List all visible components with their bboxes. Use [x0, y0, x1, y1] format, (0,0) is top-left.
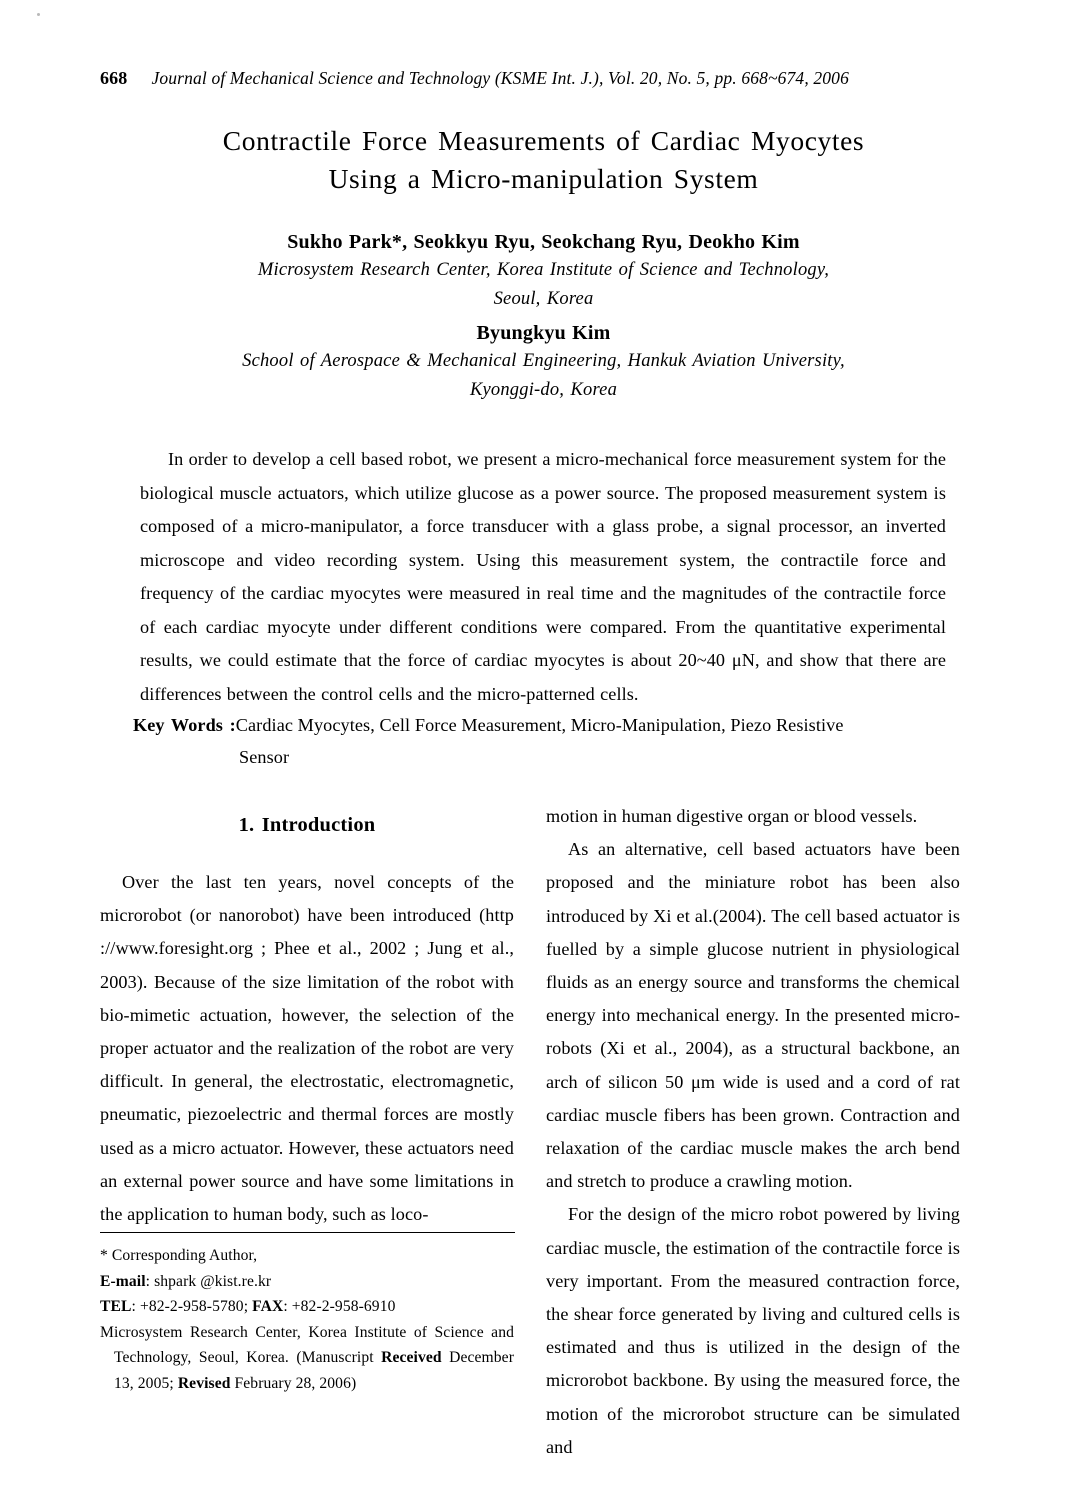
footnote-received-label: Received [381, 1349, 442, 1366]
footnote-address-part-2: December 13, 2005; [114, 1349, 514, 1392]
body-column-left [100, 800, 514, 1231]
author-block [100, 228, 987, 405]
keywords-list-line-2: Sensor [239, 747, 290, 767]
footnote-revised-label: Revised [177, 1374, 231, 1392]
paragraph-intro-1-continued: motion in human digestive organ or blood vessels. [546, 806, 918, 826]
page-number: 668 [100, 68, 128, 88]
paragraph-intro-2: As an alternative, cell based actuators have been proposed and the miniature robot has been also introduced by Xi et al.(2004). The cell based actuator is fuelled by a simple glucose nutrient in physiological fluids as an energy source and transforms the chemical energy into mechanical energy. In the presented micro-robots (Xi et al., 2004), as a structural backbone, an arch of silicon 50 μm wide is used and a cord of rat cardiac muscle fibers has been grown. Contraction and relaxation of the cardiac muscle makes the arch bend and stretch to produce a crawling motion. [546, 839, 960, 1192]
footnote-address-manuscript-line [100, 1320, 514, 1397]
keywords-block [133, 709, 948, 773]
footnote-email-value: : shpark @kist.re.kr [145, 1272, 272, 1290]
title-line-2: Using a Micro-manipulation System [328, 163, 759, 194]
affiliation-1-line-2: Seoul, Korea [493, 289, 594, 309]
affiliation-2-line-1: School of Aerospace & Mechanical Engineering, Hankuk Aviation University, [242, 351, 845, 371]
footnote-corresponding-author: * Corresponding Author, [100, 1247, 258, 1264]
footnote-fax-value: : +82-2-958-6910 [283, 1298, 396, 1315]
author-names-group-1: Sukho Park*, Seokkyu Ryu, Seokchang Ryu, Deokho Kim [287, 231, 800, 253]
footnote-address-part-1: Microsystem Research Center, Korea Institute of Science and Technology, Seoul, Korea. (Manuscript [100, 1323, 514, 1366]
journal-citation-line: Journal of Mechanical Science and Technology (KSME Int. J.), Vol. 20, No. 5, pp. 668~674, 2006 [151, 68, 849, 88]
body-column-right [546, 800, 960, 1464]
keywords-list-line-1: Cardiac Myocytes, Cell Force Measurement, Micro-Manipulation, Piezo Resistive [235, 715, 844, 735]
footnote-email-label: E-mail [100, 1272, 146, 1290]
scan-artifact-speck [37, 13, 40, 16]
footnote-tel-value: : +82-2-958-5780; [131, 1298, 249, 1315]
footnote-address-part-3: February 28, 2006) [230, 1374, 357, 1392]
affiliation-1-line-1: Microsystem Research Center, Korea Institute of Science and Technology, [257, 260, 830, 280]
footnote-rule [100, 1232, 515, 1233]
paper-title [100, 122, 987, 198]
affiliation-2-line-2: Kyonggi-do, Korea [469, 380, 618, 400]
footnote-email-line [100, 1269, 514, 1295]
footnote-tel-fax-line [100, 1294, 514, 1320]
running-head [100, 68, 987, 89]
paragraph-intro-3: For the design of the micro robot powered by living cardiac muscle, the estimation of the contractile force is very important. From the measured contraction force, the shear force generated by living and cultured cells is estimated and thus is utilized in the design of the microrobot backbone. By using the measured force, the motion of the microrobot structure can be simulated and [546, 1204, 960, 1457]
title-line-1: Contractile Force Measurements of Cardiac Myocytes [222, 125, 865, 156]
footnote-fax-label: FAX [252, 1298, 284, 1315]
footnote-tel-label: TEL [100, 1298, 132, 1315]
abstract-text: In order to develop a cell based robot, we present a micro-mechanical force measurement system for the biological muscle actuators, which utilize glucose as a power source. The proposed measurement system is composed of a micro-manipulator, a force transducer with a glass probe, a signal processor, an inverted microscope and video recording system. Using this measurement system, the contractile force and frequency of the cardiac myocytes were measured in real time and the magnitudes of the contractile force of each cardiac myocyte under different conditions were compared. From the quantitative experimental results, we could estimate that the force of cardiac myocytes is about 20~40 μN, and show that there are differences between the control cells and the micro-patterned cells. [140, 449, 946, 704]
keywords-label: Key Words : [133, 715, 236, 735]
author-names-group-2: Byungkyu Kim [476, 322, 611, 344]
footnote-block [100, 1232, 514, 1396]
section-heading-introduction: 1. Introduction [238, 814, 376, 836]
paragraph-intro-1: Over the last ten years, novel concepts of the microrobot (or nanorobot) have been introduced (http ://www.foresight.org ; Phee et al., 2002 ; Jung et al., 2003). Because of the size limitation of the robot with bio-mimetic actuation, however, the selection of the proper actuator and the realization of the robot are very difficult. In general, the electrostatic, electromagnetic, pneumatic, piezoelectric and thermal forces are mostly used as a micro actuator. However, these actuators need an external power source and have some limitations in the application to human body, such as loco- [100, 872, 514, 1225]
